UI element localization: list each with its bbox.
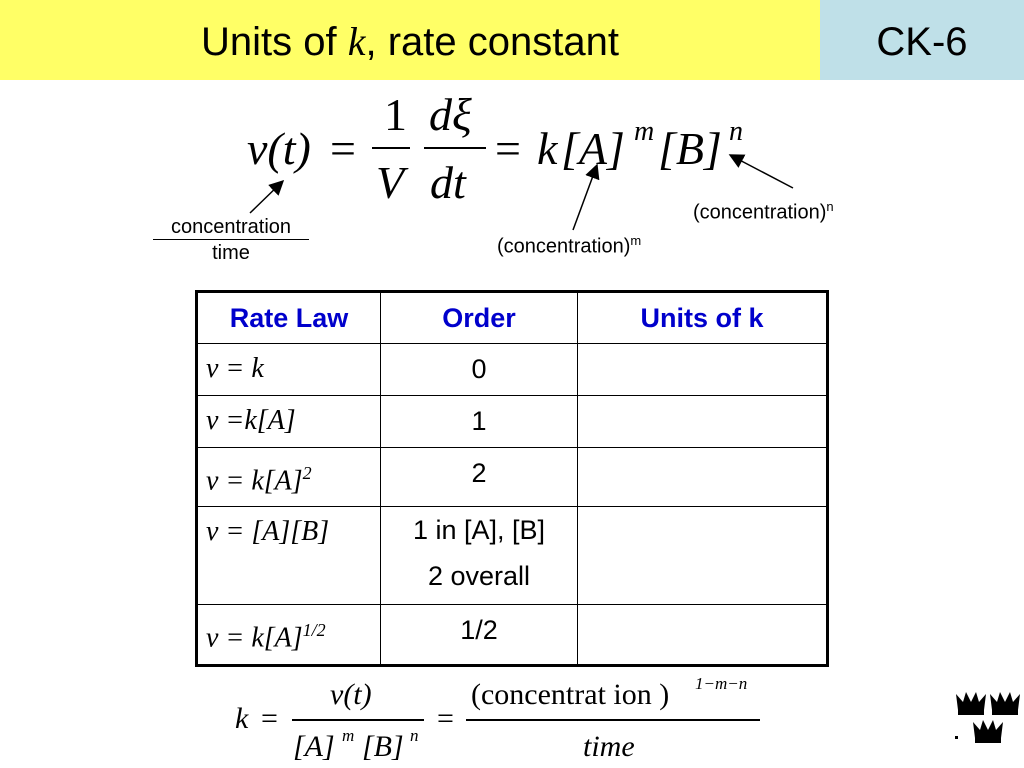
table-row bbox=[197, 344, 828, 396]
header-units-of-k: Units of k bbox=[578, 292, 828, 344]
rate-law-cell: v = [A][B] bbox=[197, 507, 381, 605]
eq-k: k bbox=[537, 123, 558, 174]
rate-law-cell: $v = k[A]^{1/2}$ bbox=[197, 605, 381, 665]
bf-fraction-line-1 bbox=[292, 719, 424, 721]
eq-num-1: 1 bbox=[384, 89, 407, 140]
order-cell: 1/2 bbox=[381, 605, 578, 665]
table-row bbox=[197, 507, 828, 605]
order-cell: 1 bbox=[381, 396, 578, 448]
conc-n-label: (concentration)$^n$ bbox=[693, 199, 834, 224]
arrow-to-b bbox=[730, 155, 793, 188]
bf-den-2: time bbox=[583, 730, 635, 763]
eq-equals-1: = bbox=[330, 123, 356, 174]
units-cell bbox=[578, 344, 828, 396]
table-row bbox=[197, 448, 828, 507]
order-cell: 2 bbox=[381, 448, 578, 507]
bf-den-exp-m: m bbox=[342, 726, 355, 745]
units-cell bbox=[578, 396, 828, 448]
bf-den-exp-n: n bbox=[410, 726, 419, 745]
bf-den-b: [B] bbox=[362, 730, 404, 763]
table-header-row bbox=[197, 292, 828, 344]
order-line-1: 1 in [A], [B] bbox=[412, 515, 546, 546]
eq-den-1: V bbox=[376, 157, 405, 208]
units-cell bbox=[578, 605, 828, 665]
eq-den-2: dt bbox=[430, 157, 466, 208]
conc-time-numerator: concentration bbox=[153, 215, 309, 240]
units-cell bbox=[578, 448, 828, 507]
order-line-2: 2 overall bbox=[427, 561, 531, 592]
eq-conc-a: [A] bbox=[561, 123, 625, 174]
bf-den-a: [A] bbox=[293, 730, 335, 763]
arrow-to-a bbox=[573, 165, 597, 230]
eq-conc-b: [B] bbox=[658, 123, 722, 174]
table-row bbox=[197, 396, 828, 448]
eq-lhs: v(t) bbox=[247, 123, 311, 174]
order-cell: 0 bbox=[381, 344, 578, 396]
rate-law-table bbox=[195, 290, 829, 667]
arrow-to-vt bbox=[250, 181, 283, 213]
conc-over-time-label bbox=[153, 215, 309, 266]
bf-lhs: k bbox=[235, 702, 249, 735]
slide-title: Units of k, rate constant bbox=[201, 19, 619, 64]
bf-equals-2: = bbox=[437, 702, 454, 735]
bf-equals-1: = bbox=[261, 702, 278, 735]
header-order: Order bbox=[381, 292, 578, 344]
eq-num-2: dξ bbox=[429, 89, 472, 140]
eq-equals-2: = bbox=[495, 123, 521, 174]
header-rate-law: Rate Law bbox=[197, 292, 381, 344]
bf-fraction-line-2 bbox=[466, 719, 760, 721]
bf-num-2: (concentrat ion ) bbox=[471, 678, 670, 711]
conc-m-label: (concentration)$^m$ bbox=[497, 233, 642, 258]
table-row bbox=[197, 605, 828, 665]
units-cell bbox=[578, 507, 828, 605]
eq-exp-m: m bbox=[634, 116, 655, 147]
bf-num-1: v(t) bbox=[330, 678, 372, 711]
rate-law-cell: v = k bbox=[197, 344, 381, 396]
order-cell bbox=[381, 507, 578, 605]
conc-time-denominator: time bbox=[212, 242, 250, 264]
three-crowns-icon bbox=[955, 688, 1023, 748]
rate-law-cell: v =k[A] bbox=[197, 396, 381, 448]
slide-code: CK-6 bbox=[876, 20, 968, 64]
eq-exp-n: n bbox=[729, 116, 743, 147]
bf-num-2-exp: 1−m−n bbox=[695, 674, 748, 693]
rate-law-cell: $v = k[A]^2$ bbox=[197, 448, 381, 507]
